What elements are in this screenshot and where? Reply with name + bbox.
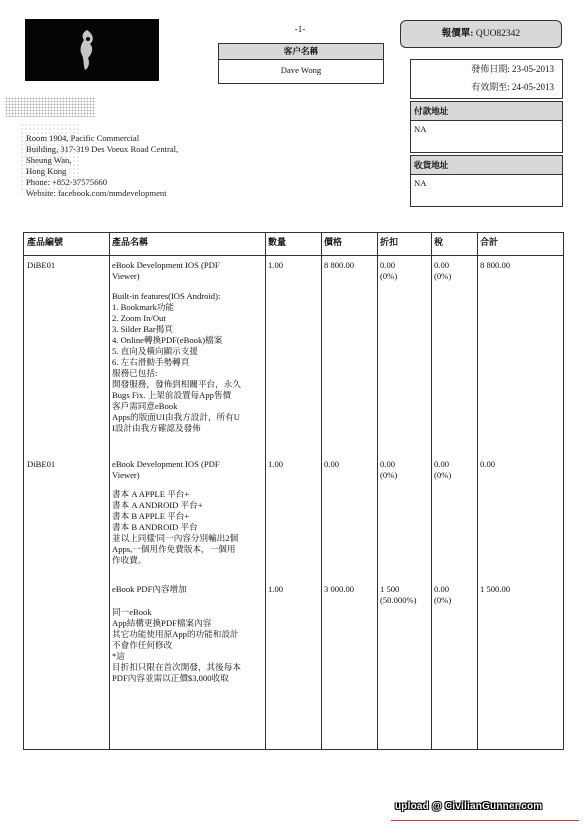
client-header: 客户名稱: [219, 44, 383, 60]
cell-description: 書本 A APPLE 平台+ 書本 A ANDROID 平台+ 書本 B APPLE 平台+ 書本 B ANDROID 平台 並以上同樣'同一內容分別輸出2個 Apps,一個用作免費版本，一個用 作收費。: [112, 489, 239, 565]
header-quantity: 數量: [268, 237, 287, 247]
cell-description: 同一eBook App結構更換PDF檔案內容 其它功能使用原App的功能和設計 不會作任何修改 *這 目折扣只限在首次開發，其後每本 PDF內容並需以正價$3,000收取: [112, 607, 241, 683]
cell-tax: 0.00 (0%): [434, 584, 452, 605]
logo-figure-icon: [73, 28, 103, 72]
client-box: [218, 43, 384, 84]
column-divider: [477, 233, 478, 749]
cell-product-name: eBook Development IOS (PDF Viewer): [112, 459, 220, 480]
cell-price: 8 800.00: [324, 260, 355, 270]
cell-discount: 0.00 (0%): [380, 260, 398, 281]
shipping-header: 收貨地址: [411, 156, 562, 175]
header-price: 價格: [324, 237, 343, 247]
watermark-underline: [391, 820, 579, 821]
cell-code: DiBE01: [27, 260, 56, 270]
column-divider: [431, 233, 432, 749]
shipping-address-box: [410, 155, 563, 207]
company-name-spacer: [26, 103, 211, 133]
cell-product-name: eBook PDF內容增加: [112, 584, 187, 594]
cell-tax: 0.00 (0%): [434, 459, 452, 480]
company-website: Website: facebook.com/mmdevelopment: [26, 188, 167, 198]
header-total: 合計: [480, 237, 499, 247]
company-logo: [25, 19, 159, 81]
cell-tax: 0.00 (0%): [434, 260, 452, 281]
company-address-line: Sheung Wan,: [26, 155, 72, 165]
client-name: Dave Wong: [280, 65, 322, 75]
cell-quantity: 1.00: [268, 584, 284, 594]
company-address-line: Building, 317-319 Des Voeux Road Central,: [26, 144, 179, 154]
cell-description: Built-in features(IOS Android): 1. Bookmark功能 2. Zoom In/Out 3. Silder Bar揭頁 4. Online轉換PDF(eBook)檔案 5. 直向及橫向顯示支援 6. 左右滑動手勢轉頁 服務已包括: 開發服務，發佈到相關平台，永久 Bugs Fix. 上架前設置每App售價 客戶需同意eBook Apps的版面UI由我方設計，所有U I設計由我方確認及發佈: [112, 291, 241, 433]
billing-header: 付款地址: [411, 102, 562, 121]
cell-quantity: 1.00: [268, 459, 284, 469]
billing-address-box: [410, 101, 563, 153]
billing-value: NA: [414, 124, 427, 134]
company-info: [26, 103, 211, 199]
cell-price: 3 000.00: [324, 584, 355, 594]
header-discount: 折扣: [380, 237, 399, 247]
issue-date: 發佈日期: 23-05-2013: [471, 64, 554, 74]
company-phone: Phone: +852-37575660: [26, 177, 107, 187]
page-number: -1-: [294, 24, 306, 34]
cell-discount: 0.00 (0%): [380, 459, 398, 480]
column-divider: [321, 233, 322, 749]
header-product-code: 產品編號: [27, 237, 64, 247]
cell-price: 0.00: [324, 459, 340, 469]
quote-number-box: [400, 20, 562, 48]
company-address-line: Hong Kong: [26, 166, 67, 176]
quote-number: QUO82342: [475, 29, 521, 39]
cell-total: 1 500.00: [480, 584, 511, 594]
items-table: [23, 232, 564, 750]
cell-total: 8 800.00: [480, 260, 511, 270]
cell-code: DiBE01: [27, 459, 56, 469]
valid-until-date: 有效期至: 24-05-2013: [471, 82, 554, 92]
cell-product-name: eBook Development IOS (PDF Viewer): [112, 260, 220, 281]
company-address-line: Room 1904, Pacific Commercial: [26, 133, 140, 143]
quote-label: 報價單:: [441, 29, 474, 39]
dates-box: [410, 59, 563, 99]
cell-discount: 1 500 (50.000%): [380, 584, 417, 605]
upload-watermark: upload @ CivilianGunner.com: [395, 801, 543, 812]
header-product-name: 產品名稱: [112, 237, 149, 247]
column-divider: [377, 233, 378, 749]
column-divider: [109, 233, 110, 749]
header-tax: 稅: [434, 237, 444, 247]
shipping-value: NA: [414, 178, 427, 188]
cell-quantity: 1.00: [268, 260, 284, 270]
cell-total: 0.00: [480, 459, 496, 469]
